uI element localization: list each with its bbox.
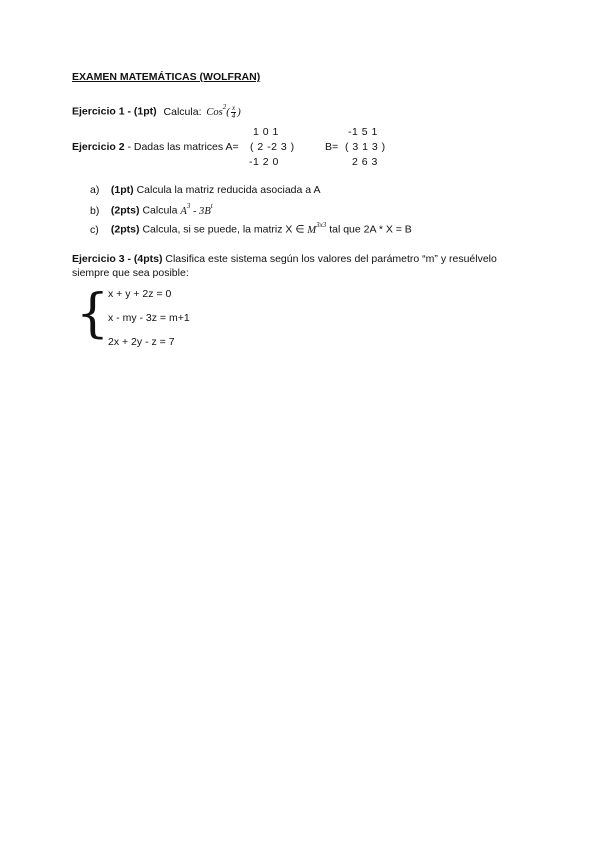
symbol-a: A — [180, 205, 187, 217]
item-marker: a) — [90, 184, 100, 196]
exercise-1-text: Calcula: — [163, 105, 202, 118]
exercise-3-text-1: Clasifica este sistema según los valores del parámetro “m” y resuélvelo — [165, 253, 497, 265]
fraction-numerator: x — [231, 103, 236, 112]
equation-1: x + y + 2z = 0 — [108, 288, 172, 300]
minus-term: - 3 — [192, 205, 205, 217]
matrix-a-row-1: 1 0 1 — [253, 126, 279, 138]
close-paren: ) — [237, 106, 241, 118]
matrix-b-row-1: -1 5 1 — [348, 126, 378, 138]
cos-exponent: 2 — [222, 103, 227, 111]
matrix-a-row-2: ( 2 -2 3 ) — [250, 141, 295, 153]
matrix-power-expression — [180, 202, 213, 217]
item-points: (2pts) — [110, 223, 140, 236]
matrix-space-expression — [307, 221, 327, 236]
list-item — [90, 222, 412, 236]
matrix-b-row-3: 2 6 3 — [352, 156, 378, 168]
list-item — [90, 203, 213, 217]
cos-func: Cos — [206, 106, 223, 118]
exponent-b: t — [210, 202, 213, 210]
matrix-a-row-3: -1 2 0 — [249, 156, 279, 168]
item-text: Calcula la matriz reducida asociada a A — [136, 184, 321, 196]
item-points: (2pts) — [110, 204, 140, 217]
matrix-b-row-2: ( 3 1 3 ) — [345, 141, 386, 153]
page-title: EXAMEN MATEMÁTICAS (WOLFRAN) — [72, 71, 261, 83]
exercise-3-label: Ejercicio 3 — [72, 253, 125, 265]
exercise-3 — [72, 253, 497, 265]
equation-3: 2x + 2y - z = 7 — [108, 336, 175, 348]
exercise-2-text: - Dadas las matrices A= — [124, 141, 239, 153]
exercise-2-label: Ejercicio 2 — [72, 141, 125, 153]
exercise-3-text-2: siempre que sea posible: — [72, 267, 189, 279]
list-item — [90, 184, 320, 196]
exercise-1-sep: - — [124, 105, 134, 118]
item-points: (1pt) — [110, 184, 134, 196]
exercise-1-expression — [206, 103, 241, 120]
fraction — [231, 105, 237, 120]
exercise-1 — [72, 104, 241, 120]
exercise-3-sep: - — [124, 253, 134, 265]
exercise-2 — [72, 141, 239, 153]
matrix-b-label: B= — [325, 141, 339, 153]
item-text: Calcula — [142, 204, 178, 217]
exercise-3-points: (4pts) — [133, 253, 163, 265]
exponent-m: 3x3 — [316, 221, 327, 229]
symbol-m: M — [307, 224, 317, 236]
exercise-1-points: (1pt) — [133, 105, 157, 118]
item-tail: tal que 2A * X = B — [329, 223, 412, 236]
item-marker: b) — [90, 204, 100, 217]
fraction-denominator: 4 — [231, 111, 236, 120]
item-marker: c) — [90, 223, 99, 236]
equation-2: x - my - 3z = m+1 — [108, 312, 190, 324]
open-paren: ( — [226, 106, 230, 118]
exercise-1-label: Ejercicio 1 — [72, 105, 125, 118]
system-brace: { — [76, 284, 110, 344]
exponent-a: 3 — [186, 202, 191, 210]
symbol-b: B — [204, 205, 211, 217]
item-text: Calcula, si se puede, la matriz X ∈ — [142, 223, 305, 236]
